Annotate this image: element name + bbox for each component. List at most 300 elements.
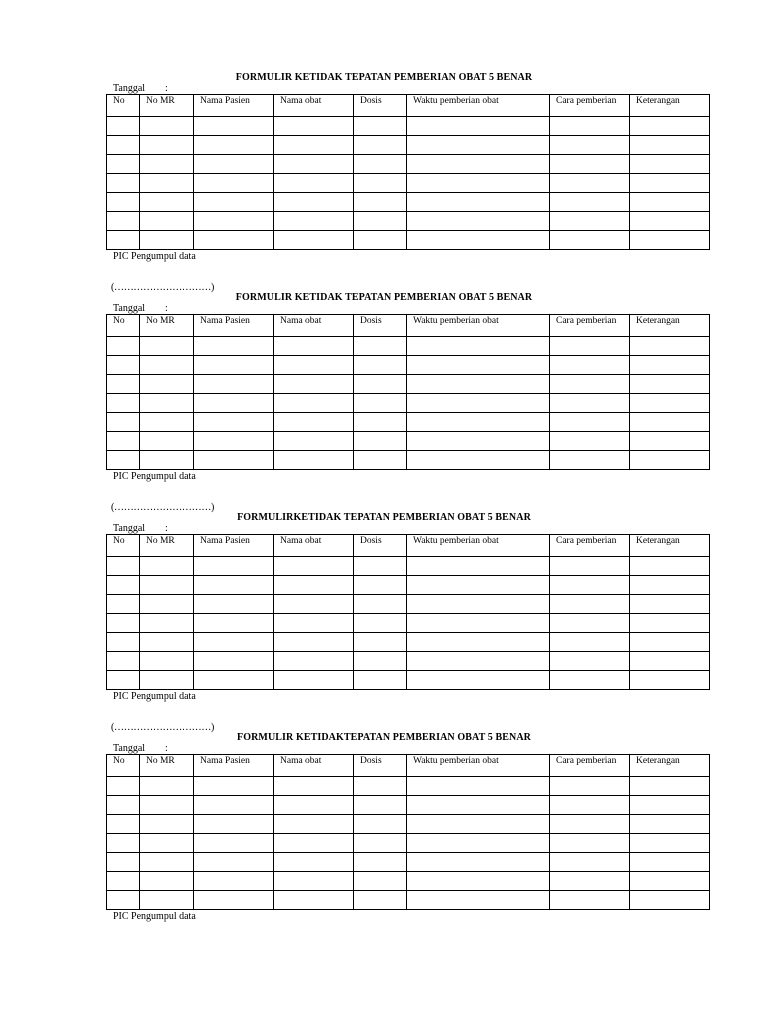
table-cell[interactable] (194, 117, 274, 136)
table-row (107, 557, 710, 576)
column-header: Keterangan (630, 95, 710, 117)
table-cell[interactable] (194, 451, 274, 470)
table-cell[interactable] (140, 413, 194, 432)
table-cell[interactable] (630, 356, 710, 375)
table-row (107, 853, 710, 872)
table-row (107, 117, 710, 136)
column-header: No (107, 755, 140, 777)
table-cell[interactable] (630, 117, 710, 136)
table-cell[interactable] (274, 576, 354, 595)
table-cell[interactable] (407, 557, 550, 576)
table-cell[interactable] (407, 777, 550, 796)
column-header: Keterangan (630, 535, 710, 557)
table-cell[interactable] (107, 834, 140, 853)
table-cell[interactable] (107, 633, 140, 652)
date-colon: : (165, 743, 168, 754)
table-cell[interactable] (140, 815, 194, 834)
column-header: No MR (140, 315, 194, 337)
column-header: Waktu pemberian obat (407, 535, 550, 557)
table-header-row (107, 95, 710, 117)
table-cell[interactable] (140, 595, 194, 614)
table-cell[interactable] (140, 652, 194, 671)
table-cell[interactable] (274, 777, 354, 796)
table-cell[interactable] (550, 212, 630, 231)
table-cell[interactable] (550, 652, 630, 671)
table-cell[interactable] (630, 652, 710, 671)
table-cell[interactable] (550, 117, 630, 136)
table-cell[interactable] (407, 796, 550, 815)
table-cell[interactable] (550, 777, 630, 796)
table-cell[interactable] (354, 174, 407, 193)
table-cell[interactable] (194, 652, 274, 671)
date-colon: : (165, 303, 168, 314)
column-header: Nama obat (274, 535, 354, 557)
date-label: Tanggal (113, 303, 146, 314)
column-header: Dosis (354, 535, 407, 557)
table-cell[interactable] (274, 796, 354, 815)
column-header: No (107, 535, 140, 557)
table-cell[interactable] (407, 576, 550, 595)
column-header: Nama Pasien (194, 535, 274, 557)
table-cell[interactable] (407, 432, 550, 451)
table-row (107, 891, 710, 910)
table-cell[interactable] (194, 853, 274, 872)
table-cell[interactable] (140, 853, 194, 872)
pic-label: PIC Pengumpul data (113, 471, 196, 482)
table-cell[interactable] (354, 193, 407, 212)
table-row (107, 576, 710, 595)
table-cell[interactable] (354, 356, 407, 375)
table-row (107, 136, 710, 155)
column-header: Nama obat (274, 95, 354, 117)
table-cell[interactable] (354, 796, 407, 815)
table-row (107, 231, 710, 250)
table-row (107, 671, 710, 690)
table-cell[interactable] (354, 834, 407, 853)
table-cell[interactable] (630, 394, 710, 413)
date-label: Tanggal (113, 83, 146, 94)
table-cell[interactable] (274, 614, 354, 633)
signature-line: (…………………………) (111, 502, 215, 513)
table-cell[interactable] (354, 671, 407, 690)
column-header: Cara pemberian (550, 95, 630, 117)
table-cell[interactable] (140, 394, 194, 413)
column-header: Dosis (354, 755, 407, 777)
table-cell[interactable] (140, 356, 194, 375)
table-cell[interactable] (354, 432, 407, 451)
table-cell[interactable] (194, 891, 274, 910)
table-cell[interactable] (107, 193, 140, 212)
table-cell[interactable] (274, 557, 354, 576)
signature-line: (…………………………) (111, 722, 215, 733)
signature-line: (…………………………) (111, 282, 215, 293)
table-cell[interactable] (354, 375, 407, 394)
pic-label: PIC Pengumpul data (113, 691, 196, 702)
table-cell[interactable] (354, 117, 407, 136)
table-cell[interactable] (630, 796, 710, 815)
table-cell[interactable] (550, 413, 630, 432)
data-table (106, 314, 710, 470)
table-cell[interactable] (354, 394, 407, 413)
date-colon: : (165, 83, 168, 94)
table-cell[interactable] (194, 337, 274, 356)
table-row (107, 375, 710, 394)
table-cell[interactable] (107, 136, 140, 155)
table-cell[interactable] (274, 633, 354, 652)
table-cell[interactable] (630, 413, 710, 432)
table-row (107, 432, 710, 451)
table-cell[interactable] (407, 394, 550, 413)
table-cell[interactable] (107, 872, 140, 891)
table-cell[interactable] (630, 136, 710, 155)
table-cell[interactable] (550, 155, 630, 174)
table-row (107, 174, 710, 193)
table-cell[interactable] (194, 557, 274, 576)
date-label: Tanggal (113, 743, 146, 754)
table-cell[interactable] (194, 595, 274, 614)
table-cell[interactable] (274, 155, 354, 174)
table-cell[interactable] (407, 614, 550, 633)
table-row (107, 777, 710, 796)
table-cell[interactable] (354, 891, 407, 910)
table-cell[interactable] (140, 193, 194, 212)
column-header: Dosis (354, 315, 407, 337)
table-cell[interactable] (194, 193, 274, 212)
table-cell[interactable] (107, 432, 140, 451)
table-cell[interactable] (107, 614, 140, 633)
table-cell[interactable] (354, 451, 407, 470)
table-cell[interactable] (140, 614, 194, 633)
table-cell[interactable] (194, 796, 274, 815)
table-cell[interactable] (140, 834, 194, 853)
table-cell[interactable] (407, 375, 550, 394)
table-cell[interactable] (407, 337, 550, 356)
table-cell[interactable] (140, 576, 194, 595)
pic-label: PIC Pengumpul data (113, 251, 196, 262)
table-cell[interactable] (107, 375, 140, 394)
table-cell[interactable] (630, 633, 710, 652)
table-cell[interactable] (107, 155, 140, 174)
table-cell[interactable] (140, 777, 194, 796)
table-cell[interactable] (407, 652, 550, 671)
table-header-row (107, 755, 710, 777)
table-cell[interactable] (107, 451, 140, 470)
table-cell[interactable] (140, 136, 194, 155)
table-cell[interactable] (550, 432, 630, 451)
table-cell[interactable] (550, 595, 630, 614)
table-cell[interactable] (194, 174, 274, 193)
table-cell[interactable] (354, 212, 407, 231)
table-row (107, 595, 710, 614)
table-row (107, 337, 710, 356)
table-cell[interactable] (194, 432, 274, 451)
table-cell[interactable] (194, 155, 274, 174)
table-cell[interactable] (107, 891, 140, 910)
table-cell[interactable] (194, 872, 274, 891)
table-cell[interactable] (107, 796, 140, 815)
table-cell[interactable] (274, 193, 354, 212)
table-cell[interactable] (140, 891, 194, 910)
table-cell[interactable] (407, 451, 550, 470)
table-cell[interactable] (107, 231, 140, 250)
table-cell[interactable] (550, 576, 630, 595)
table-cell[interactable] (107, 777, 140, 796)
table-cell[interactable] (407, 155, 550, 174)
table-cell[interactable] (194, 671, 274, 690)
table-row (107, 614, 710, 633)
table-cell[interactable] (630, 777, 710, 796)
table-cell[interactable] (550, 633, 630, 652)
date-label: Tanggal (113, 523, 146, 534)
table-cell[interactable] (550, 872, 630, 891)
table-cell[interactable] (550, 356, 630, 375)
table-cell[interactable] (140, 671, 194, 690)
table-row (107, 872, 710, 891)
table-cell[interactable] (550, 815, 630, 834)
table-cell[interactable] (630, 375, 710, 394)
table-cell[interactable] (354, 595, 407, 614)
table-cell[interactable] (274, 375, 354, 394)
table-cell[interactable] (194, 633, 274, 652)
table-cell[interactable] (354, 337, 407, 356)
table-cell[interactable] (107, 174, 140, 193)
table-cell[interactable] (550, 193, 630, 212)
table-cell[interactable] (354, 853, 407, 872)
table-cell[interactable] (107, 117, 140, 136)
table-cell[interactable] (630, 614, 710, 633)
table-cell[interactable] (107, 212, 140, 231)
table-cell[interactable] (407, 413, 550, 432)
table-cell[interactable] (107, 557, 140, 576)
table-cell[interactable] (550, 557, 630, 576)
table-cell[interactable] (550, 834, 630, 853)
table-cell[interactable] (274, 356, 354, 375)
table-cell[interactable] (354, 614, 407, 633)
table-cell[interactable] (407, 815, 550, 834)
table-cell[interactable] (630, 557, 710, 576)
table-cell[interactable] (630, 576, 710, 595)
table-cell[interactable] (630, 432, 710, 451)
form-title: FORMULIR KETIDAK TEPATAN PEMBERIAN OBAT 5 BENAR (235, 72, 533, 83)
table-cell[interactable] (354, 872, 407, 891)
table-cell[interactable] (107, 853, 140, 872)
table-cell[interactable] (630, 155, 710, 174)
table-cell[interactable] (107, 394, 140, 413)
table-row (107, 394, 710, 413)
table-cell[interactable] (140, 557, 194, 576)
table-row (107, 815, 710, 834)
form-title: FORMULIRKETIDAK TEPATAN PEMBERIAN OBAT 5 BENAR (237, 512, 531, 523)
table-cell[interactable] (194, 356, 274, 375)
table-cell[interactable] (140, 155, 194, 174)
table-cell[interactable] (140, 432, 194, 451)
table-cell[interactable] (194, 394, 274, 413)
column-header: No MR (140, 755, 194, 777)
table-cell[interactable] (140, 174, 194, 193)
table-row (107, 796, 710, 815)
table-cell[interactable] (550, 796, 630, 815)
table-cell[interactable] (274, 136, 354, 155)
table-cell[interactable] (407, 671, 550, 690)
table-cell[interactable] (274, 231, 354, 250)
table-cell[interactable] (274, 394, 354, 413)
table-header-row (107, 535, 710, 557)
table-cell[interactable] (274, 432, 354, 451)
table-cell[interactable] (107, 595, 140, 614)
column-header: Nama Pasien (194, 315, 274, 337)
table-cell[interactable] (550, 891, 630, 910)
data-table (106, 754, 710, 910)
table-cell[interactable] (274, 451, 354, 470)
table-cell[interactable] (107, 413, 140, 432)
table-cell[interactable] (354, 413, 407, 432)
table-cell[interactable] (630, 193, 710, 212)
table-row (107, 633, 710, 652)
table-cell[interactable] (194, 815, 274, 834)
table-cell[interactable] (354, 155, 407, 174)
table-cell[interactable] (407, 872, 550, 891)
table-cell[interactable] (407, 212, 550, 231)
table-row (107, 652, 710, 671)
table-cell[interactable] (274, 671, 354, 690)
table-cell[interactable] (550, 375, 630, 394)
table-cell[interactable] (630, 853, 710, 872)
table-cell[interactable] (354, 231, 407, 250)
table-cell[interactable] (407, 117, 550, 136)
table-cell[interactable] (407, 595, 550, 614)
table-row (107, 212, 710, 231)
column-header: No (107, 95, 140, 117)
table-cell[interactable] (407, 231, 550, 250)
column-header: Nama obat (274, 755, 354, 777)
column-header: Keterangan (630, 755, 710, 777)
table-cell[interactable] (550, 136, 630, 155)
table-cell[interactable] (107, 356, 140, 375)
table-cell[interactable] (194, 413, 274, 432)
column-header: Dosis (354, 95, 407, 117)
table-cell[interactable] (354, 815, 407, 834)
column-header: No MR (140, 535, 194, 557)
table-cell[interactable] (140, 231, 194, 250)
table-cell[interactable] (194, 375, 274, 394)
table-cell[interactable] (550, 451, 630, 470)
table-row (107, 155, 710, 174)
table-cell[interactable] (194, 212, 274, 231)
table-cell[interactable] (107, 337, 140, 356)
table-cell[interactable] (407, 193, 550, 212)
table-cell[interactable] (274, 117, 354, 136)
column-header: No MR (140, 95, 194, 117)
table-cell[interactable] (140, 212, 194, 231)
table-cell[interactable] (630, 872, 710, 891)
table-cell[interactable] (274, 891, 354, 910)
table-cell[interactable] (354, 777, 407, 796)
table-cell[interactable] (407, 891, 550, 910)
column-header: Cara pemberian (550, 755, 630, 777)
table-cell[interactable] (354, 576, 407, 595)
table-cell[interactable] (140, 796, 194, 815)
table-cell[interactable] (274, 652, 354, 671)
table-cell[interactable] (630, 451, 710, 470)
table-cell[interactable] (630, 834, 710, 853)
table-cell[interactable] (407, 136, 550, 155)
table-cell[interactable] (140, 451, 194, 470)
table-row (107, 451, 710, 470)
column-header: Nama obat (274, 315, 354, 337)
table-cell[interactable] (354, 633, 407, 652)
table-cell[interactable] (354, 652, 407, 671)
table-cell[interactable] (630, 337, 710, 356)
table-cell[interactable] (274, 337, 354, 356)
table-cell[interactable] (274, 853, 354, 872)
table-cell[interactable] (140, 337, 194, 356)
table-cell[interactable] (550, 671, 630, 690)
table-cell[interactable] (274, 212, 354, 231)
table-row (107, 413, 710, 432)
table-cell[interactable] (107, 652, 140, 671)
column-header: Nama Pasien (194, 755, 274, 777)
column-header: Waktu pemberian obat (407, 95, 550, 117)
table-cell[interactable] (630, 595, 710, 614)
table-cell[interactable] (274, 595, 354, 614)
table-cell[interactable] (194, 834, 274, 853)
column-header: Cara pemberian (550, 315, 630, 337)
table-cell[interactable] (107, 815, 140, 834)
table-cell[interactable] (274, 413, 354, 432)
table-cell[interactable] (140, 633, 194, 652)
column-header: Waktu pemberian obat (407, 755, 550, 777)
table-cell[interactable] (550, 614, 630, 633)
table-cell[interactable] (107, 671, 140, 690)
table-cell[interactable] (630, 231, 710, 250)
table-cell[interactable] (354, 136, 407, 155)
table-cell[interactable] (407, 834, 550, 853)
column-header: No (107, 315, 140, 337)
table-cell[interactable] (274, 872, 354, 891)
table-cell[interactable] (194, 136, 274, 155)
table-cell[interactable] (550, 174, 630, 193)
table-cell[interactable] (194, 576, 274, 595)
table-cell[interactable] (550, 337, 630, 356)
table-cell[interactable] (407, 174, 550, 193)
table-cell[interactable] (194, 777, 274, 796)
table-cell[interactable] (550, 394, 630, 413)
table-cell[interactable] (550, 853, 630, 872)
table-cell[interactable] (630, 671, 710, 690)
table-cell[interactable] (140, 872, 194, 891)
table-cell[interactable] (354, 557, 407, 576)
table-cell[interactable] (407, 356, 550, 375)
table-cell[interactable] (550, 231, 630, 250)
table-cell[interactable] (140, 117, 194, 136)
column-header: Waktu pemberian obat (407, 315, 550, 337)
table-cell[interactable] (194, 231, 274, 250)
table-row (107, 834, 710, 853)
table-cell[interactable] (630, 212, 710, 231)
table-cell[interactable] (107, 576, 140, 595)
table-cell[interactable] (274, 174, 354, 193)
table-cell[interactable] (194, 614, 274, 633)
table-cell[interactable] (407, 633, 550, 652)
table-cell[interactable] (274, 815, 354, 834)
table-cell[interactable] (274, 834, 354, 853)
table-cell[interactable] (630, 815, 710, 834)
table-cell[interactable] (630, 891, 710, 910)
table-cell[interactable] (630, 174, 710, 193)
table-cell[interactable] (140, 375, 194, 394)
table-cell[interactable] (407, 853, 550, 872)
column-header: Keterangan (630, 315, 710, 337)
